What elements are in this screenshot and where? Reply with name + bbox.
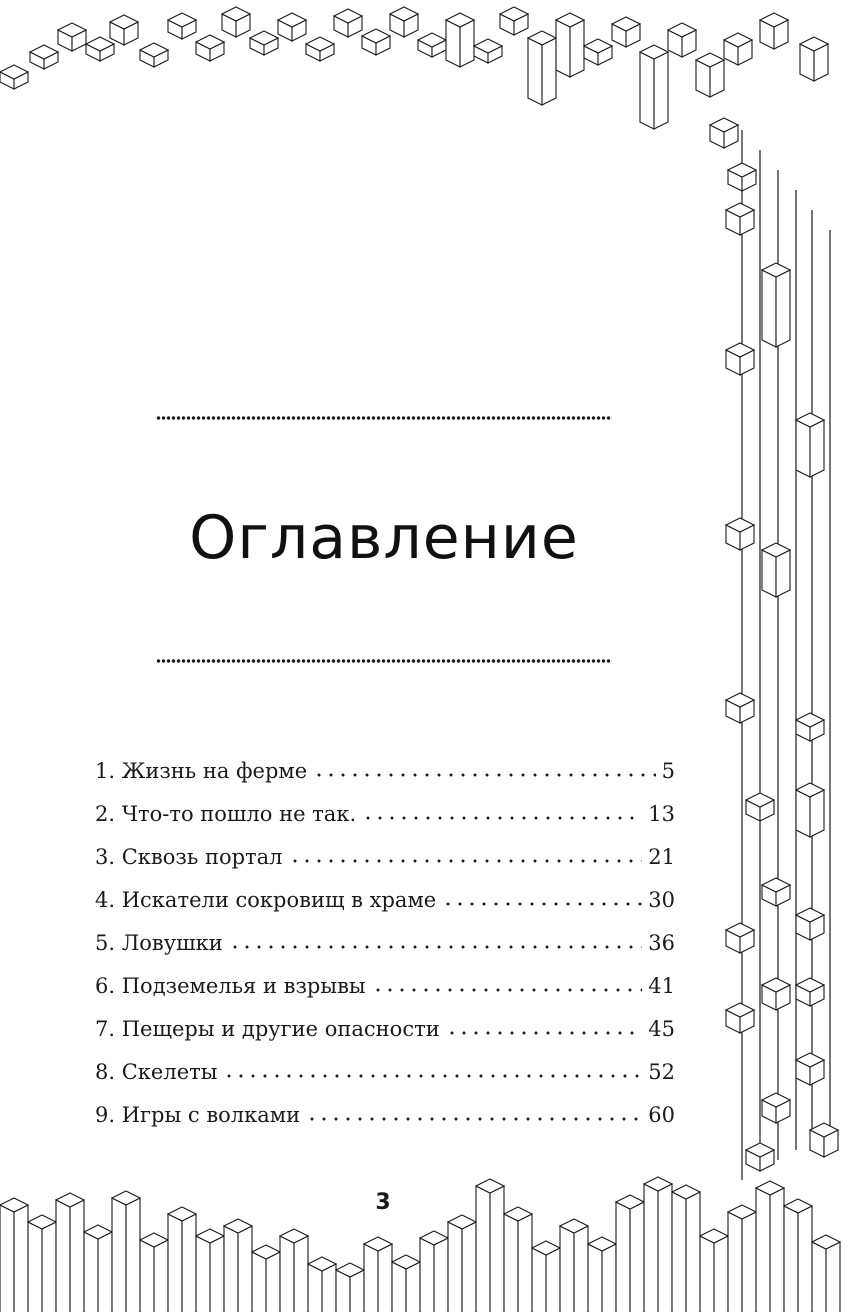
decorative-block [362,36,376,55]
decorative-block [760,1150,774,1171]
decorative-block [30,52,44,69]
decorative-block [756,1181,784,1195]
decorative-block [762,263,790,277]
decorative-block [222,14,236,37]
decorative-block [364,1244,378,1312]
decorative-block [746,800,760,821]
decorative-block [686,1192,700,1312]
decorative-block [726,343,754,357]
decorative-block [726,518,754,532]
decorative-block [210,42,224,61]
toc-entry-page: 5 [661,759,675,783]
decorative-block [334,9,362,23]
decorative-block [724,125,738,148]
bottom-block-pattern [0,1177,840,1312]
decorative-block [726,1003,754,1017]
decorative-block [738,40,752,65]
decorative-block [810,420,824,477]
decorative-block [796,978,824,992]
toc-entry-number: 3. [95,845,116,869]
decorative-block [640,52,654,129]
decorative-block [196,1236,210,1312]
decorative-block [518,1214,532,1312]
decorative-block [740,525,754,550]
decorative-block [446,20,460,67]
toc-entry [95,1051,675,1094]
decorative-block [294,1236,308,1312]
decorative-block [726,930,740,953]
toc-entry-page: 36 [648,931,675,955]
decorative-block [696,60,710,97]
decorative-block [500,14,514,35]
decorative-block [126,1198,140,1312]
decorative-block [110,22,124,45]
decorative-block [238,1226,252,1312]
decorative-block [528,31,556,45]
dot-leader [229,943,643,951]
toc-entry-title: Жизнь на ферме [121,759,308,783]
toc-entry-title: Ловушки [121,931,223,955]
decorative-block [418,33,446,47]
dot-leader [446,1029,643,1037]
toc-entry [95,836,675,879]
decorative-block [728,163,756,177]
decorative-block [336,1270,350,1312]
decorative-block [542,38,556,105]
decorative-block [44,52,58,69]
decorative-block [58,30,72,51]
top-dotted-rule [156,415,612,421]
decorative-block [364,1237,392,1251]
toc-entry-number: 1. [95,759,116,783]
decorative-block [726,923,754,937]
decorative-block [504,1207,532,1221]
decorative-block [810,1060,824,1085]
page-number: 3 [375,1190,391,1215]
decorative-block [740,700,754,723]
decorative-block [0,1198,28,1212]
decorative-block [724,33,752,47]
decorative-block [826,1242,840,1312]
decorative-block [140,43,168,57]
page-title: Оглавление [189,503,579,573]
decorative-block [612,17,640,31]
decorative-block [362,29,390,43]
decorative-block [700,1229,728,1243]
decorative-block [504,1214,518,1312]
toc-entry [95,1094,675,1137]
decorative-block [0,72,14,89]
decorative-block [110,15,138,29]
toc-entry-number: 6. [95,974,116,998]
decorative-block [406,1262,420,1312]
decorative-block [266,1252,280,1312]
toc-entry-page: 30 [648,888,675,912]
decorative-block [640,45,668,59]
decorative-block [112,1198,126,1312]
decorative-block [762,985,776,1010]
decorative-block [72,30,86,51]
decorative-block [762,270,776,347]
decorative-block [770,1188,784,1312]
decorative-block [796,413,824,427]
decorative-block [28,1222,42,1312]
decorative-block [762,550,776,597]
dot-leader [362,814,642,822]
decorative-block [0,65,28,79]
decorative-block [644,1177,672,1191]
decorative-block [726,1010,740,1033]
decorative-block [574,1226,588,1312]
decorative-block [776,885,790,906]
decorative-block [420,1238,434,1312]
decorative-block [168,13,196,27]
decorative-block [168,1214,182,1312]
decorative-block [644,1184,658,1312]
toc-entry-page: 41 [648,974,675,998]
decorative-block [0,1205,14,1312]
decorative-block [154,1240,168,1312]
decorative-block [812,1242,826,1312]
decorative-block [756,1188,770,1312]
decorative-block [500,7,528,21]
decorative-block [140,1240,154,1312]
toc-entry [95,793,675,836]
decorative-block [746,1143,774,1157]
decorative-block [336,1263,364,1277]
decorative-block [724,40,738,65]
decorative-block [726,350,740,375]
toc-entry-title: Искатели сокровищ в храме [121,888,437,912]
decorative-block [714,1236,728,1312]
decorative-block [488,46,502,63]
decorative-block [182,1214,196,1312]
decorative-block [588,1237,616,1251]
decorative-block [602,1244,616,1312]
decorative-block [112,1191,140,1205]
decorative-block [710,60,724,97]
decorative-block [776,985,790,1010]
decorative-block [762,543,790,557]
right-block-pattern [710,118,838,1180]
decorative-block [418,40,432,57]
dot-leader [306,1115,642,1123]
decorative-block [796,915,810,940]
decorative-block [306,37,334,51]
decorative-block [682,30,696,57]
toc-entry-title: Скелеты [121,1060,218,1084]
decorative-block [28,1215,56,1229]
decorative-block [726,700,740,723]
decorative-block [320,44,334,61]
decorative-block [448,1222,462,1312]
toc-entry-number: 2. [95,802,116,826]
decorative-block [668,23,696,37]
decorative-block [800,44,814,81]
decorative-block [30,45,58,59]
decorative-block [796,720,810,741]
decorative-block [350,1270,364,1312]
toc-entry-page: 60 [648,1103,675,1127]
decorative-block [476,1179,504,1193]
decorative-block [774,20,788,49]
decorative-block [390,7,418,21]
toc-entry [95,750,675,793]
decorative-block [392,1255,420,1269]
decorative-block [762,1100,776,1123]
decorative-block [14,72,28,89]
decorative-block [616,1195,644,1209]
decorative-block [182,20,196,39]
toc-entry-title: Пещеры и другие опасности [121,1017,440,1041]
decorative-block [378,1244,392,1312]
decorative-block [390,14,404,37]
decorative-block [728,1205,756,1219]
toc-entry-number: 9. [95,1103,116,1127]
decorative-block [292,20,306,41]
decorative-block [196,42,210,61]
decorative-block [476,1186,490,1312]
decorative-block [726,693,754,707]
decorative-block [796,985,810,1006]
toc-entry [95,922,675,965]
decorative-block [528,38,542,105]
decorative-block [224,1226,238,1312]
decorative-block [252,1252,266,1312]
dot-leader [289,857,643,865]
decorative-block [784,1206,798,1312]
decorative-block [278,13,306,27]
decorative-block [710,118,738,132]
decorative-block [56,1200,70,1312]
decorative-block [776,1100,790,1123]
decorative-block [306,44,320,61]
decorative-block [196,1229,224,1243]
decorative-block [448,1215,476,1229]
decorative-block [210,1236,224,1312]
decorative-block [740,210,754,235]
table-of-contents [95,750,675,1137]
decorative-block [308,1264,322,1312]
decorative-block [474,46,488,63]
decorative-block [168,1207,196,1221]
decorative-block [726,203,754,217]
decorative-block [696,53,724,67]
decorative-block [762,1093,790,1107]
decorative-block [532,1248,546,1312]
decorative-block [140,1233,168,1247]
toc-entry-page: 13 [648,802,675,826]
decorative-block [726,210,740,235]
decorative-block [462,1222,476,1312]
toc-entry-page: 45 [648,1017,675,1041]
decorative-block [812,1235,840,1249]
decorative-block [432,40,446,57]
toc-entry-title: Подземелья и взрывы [121,974,366,998]
decorative-block [532,1241,560,1255]
decorative-block [584,39,612,53]
decorative-block [308,1257,336,1271]
decorative-block [250,38,264,55]
decorative-block [796,783,824,797]
decorative-block [796,908,824,922]
decorative-block [222,7,250,21]
decorative-block [322,1264,336,1312]
decorative-block [100,44,114,61]
decorative-block [446,13,474,27]
dot-leader [372,986,643,994]
decorative-block [280,1236,294,1312]
decorative-block [98,1232,112,1312]
decorative-block [796,1060,810,1085]
decorative-block [762,978,790,992]
decorative-block [460,20,474,67]
decorative-block [556,20,570,77]
dot-leader [442,900,642,908]
decorative-block [376,36,390,55]
decorative-block [824,1130,838,1157]
toc-entry-title: Сквозь портал [121,845,283,869]
decorative-block [224,1219,252,1233]
decorative-block [810,790,824,837]
decorative-block [630,1202,644,1312]
decorative-block [556,13,584,27]
decorative-block [728,170,742,191]
toc-entry-page: 52 [648,1060,675,1084]
bottom-dotted-rule [156,658,612,664]
decorative-block [762,885,776,906]
decorative-block [560,1226,574,1312]
toc-entry-page: 21 [648,845,675,869]
decorative-block [726,525,740,550]
toc-entry-number: 4. [95,888,116,912]
decorative-block [740,930,754,953]
toc-entry-title: Что-то пошло не так. [121,802,357,826]
decorative-block [658,1184,672,1312]
decorative-block [668,30,682,57]
decorative-block [654,52,668,129]
decorative-block [810,985,824,1006]
decorative-block [588,1244,602,1312]
decorative-block [612,24,626,47]
decorative-block [236,14,250,37]
decorative-block [760,20,774,49]
decorative-block [814,44,828,81]
decorative-block [546,1248,560,1312]
decorative-block [84,1225,112,1239]
decorative-block [672,1185,700,1199]
decorative-block [784,1199,812,1213]
dot-leader [223,1072,642,1080]
decorative-block [760,13,788,27]
decorative-block [70,1200,84,1312]
decorative-block [598,46,612,65]
decorative-block [560,1219,588,1233]
decorative-block [140,50,154,67]
decorative-block [796,790,810,837]
decorative-block [710,125,724,148]
decorative-block [348,16,362,37]
decorative-block [196,35,224,49]
decorative-block [796,1053,824,1067]
decorative-block [570,20,584,77]
toc-entry-number: 5. [95,931,116,955]
decorative-block [810,1123,838,1137]
decorative-block [746,1150,760,1171]
decorative-block [672,1192,686,1312]
decorative-block [798,1206,812,1312]
decorative-block [514,14,528,35]
decorative-block [168,20,182,39]
decorative-block [404,14,418,37]
decorative-block [776,270,790,347]
decorative-block [810,915,824,940]
decorative-block [616,1202,630,1312]
toc-entry-number: 7. [95,1017,116,1041]
decorative-block [280,1229,308,1243]
decorative-block [278,20,292,41]
decorative-block [14,1205,28,1312]
decorative-block [810,1130,824,1157]
decorative-block [154,50,168,67]
decorative-block [584,46,598,65]
decorative-block [796,713,824,727]
decorative-block [420,1231,448,1245]
decorative-block [86,37,114,51]
decorative-block [742,170,756,191]
decorative-block [762,878,790,892]
decorative-block [776,550,790,597]
decorative-block [728,1212,742,1312]
decorative-block [800,37,828,51]
toc-entry [95,879,675,922]
decorative-block [334,16,348,37]
decorative-block [740,1010,754,1033]
decorative-block [742,1212,756,1312]
toc-entry-number: 8. [95,1060,116,1084]
decorative-block [84,1232,98,1312]
decorative-block [700,1236,714,1312]
decorative-block [86,44,100,61]
decorative-block [264,38,278,55]
dot-leader [313,771,655,779]
toc-entry-title: Игры с волками [121,1103,301,1127]
decorative-block [810,720,824,741]
decorative-block [58,23,86,37]
top-block-pattern [0,7,828,129]
decorative-block [124,22,138,45]
decorative-block [490,1186,504,1312]
decorative-block [252,1245,280,1259]
decorative-block [434,1238,448,1312]
decorative-block [474,39,502,53]
decorative-block [740,350,754,375]
decorative-block [250,31,278,45]
decorative-block [760,800,774,821]
decorative-block [746,793,774,807]
decorative-block [56,1193,84,1207]
decorative-block [42,1222,56,1312]
decorative-block [796,420,810,477]
decorative-block [392,1262,406,1312]
toc-entry [95,1008,675,1051]
toc-entry [95,965,675,1008]
decorative-block [626,24,640,47]
